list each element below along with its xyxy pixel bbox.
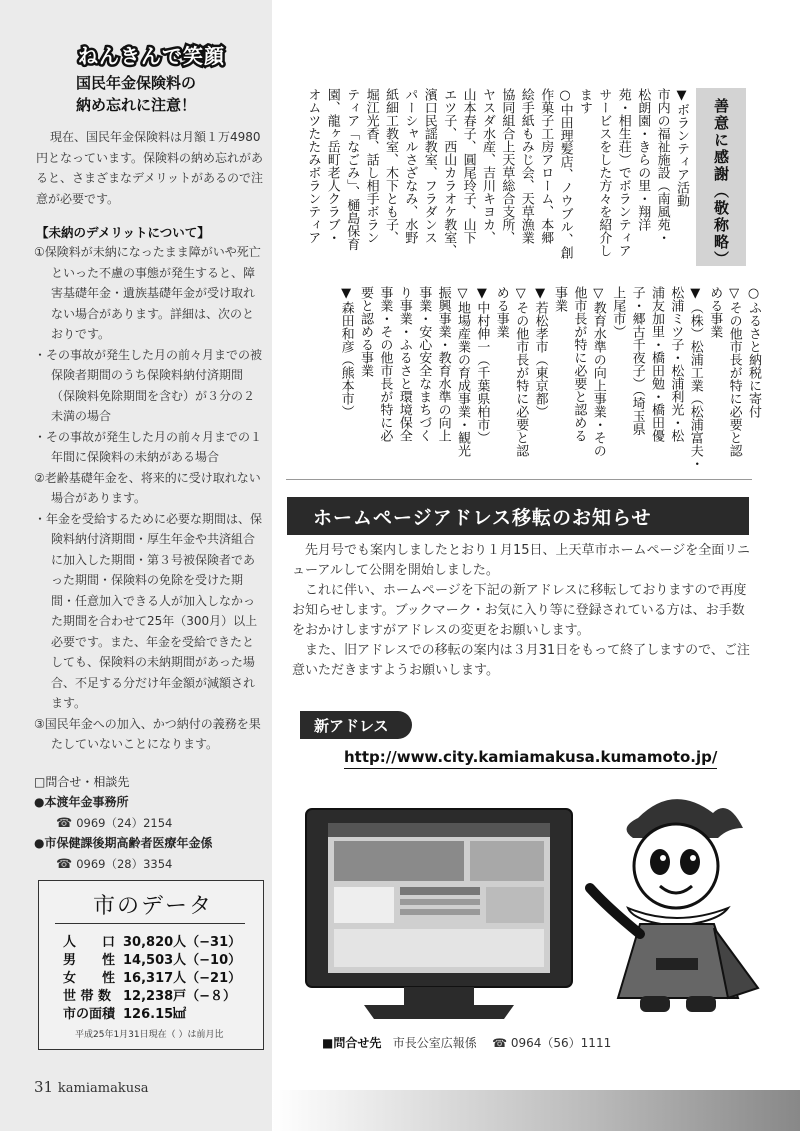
list-item: ①保険料が未納になったまま障がいや死亡といった不慮の事態が発生すると、障害基礎年金・遺族基礎年金が受け取れない場合があります。詳細は、次のとおりです。: [34, 245, 261, 341]
inquiry-line: [322, 1034, 611, 1051]
thanks-column: ▼中村伸一（千葉県柏市）: [474, 286, 490, 444]
thanks-column: 松浦ミツ子・松浦利光・松: [668, 286, 684, 442]
data-row: 男 性 14,503人（−10）: [63, 953, 242, 968]
section-banner: ねんきんで笑顔: [78, 44, 225, 68]
inquiry-phone: 0964（56）1111: [510, 1036, 612, 1050]
thanks-column: ▽地場産業の育成事業・観光: [455, 286, 470, 457]
thanks-column: める事業: [707, 286, 723, 338]
contact-heading: □問合せ・相談先: [34, 775, 130, 789]
thanks-column: 事業・安心安全なまちづく: [416, 286, 432, 442]
list-item: ・その事故が発生した月の前々月までの１年間に保険料の未納がある場合: [34, 429, 263, 464]
thanks-column: 事業・その他市長が特に必: [377, 286, 393, 442]
thanks-column: ▼ボランティア活動: [674, 88, 689, 207]
list-item: ②老齢基礎年金を、将来的に受け取れない場合があります。: [34, 470, 261, 505]
data-row: 女 性 16,317人（−21）: [63, 971, 242, 986]
thanks-column: ▼若松孝市（東京都）: [532, 286, 548, 418]
thanks-column: ▽その他市長が特に必要と認: [513, 286, 529, 457]
thanks-column: 事業: [552, 286, 567, 312]
paragraph: 先月号でも案内しましたとおり１月15日、上天草市ホームページを全面リニューアルして公開を開始しました。: [292, 543, 751, 578]
mascot-illustration: [578, 788, 768, 1018]
data-note: 平成25年1月31日現在（ ）は前月比: [75, 1030, 224, 1040]
thanks-column: サービスをした方々を紹介し: [596, 88, 612, 257]
thanks-column: 絵手紙もみじ会、天草漁業: [518, 88, 534, 244]
thanks-column: 山本春子、圓尾玲子、山下: [460, 88, 476, 244]
contact-office-1: ●本渡年金事務所: [34, 795, 129, 809]
divider: [55, 923, 245, 924]
thanks-column: 堀江光香、話し相手ボラン: [363, 88, 379, 244]
contact-phone-1: ☎ 0969（24）2154: [56, 816, 173, 831]
inquiry-label: ■問合せ先: [322, 1036, 382, 1050]
thanks-column: 振興事業・教育水準の向上: [435, 286, 451, 442]
left-column: [0, 0, 272, 1131]
thanks-column: める事業: [493, 286, 509, 338]
thanks-column: ○ふるさと納税に寄付: [746, 286, 761, 418]
thanks-title: 善意に感謝（敬称略）: [712, 98, 730, 268]
footer-gradient: [272, 1090, 800, 1131]
thanks-column: 紙細工教室、木下とも子、: [383, 88, 398, 244]
thanks-column: パーシャルさざなみ、水野: [402, 88, 418, 244]
thanks-column: 松朗園・きらの里・翔洋: [635, 88, 651, 231]
new-address-label: 新アドレス: [300, 711, 412, 739]
thanks-column: 浦友加里・橋田勉・橋田優: [649, 286, 664, 442]
phone-icon: ☎: [56, 857, 73, 872]
monitor-illustration: [304, 807, 574, 1022]
demerit-subheading: 【未納のデメリットについて】: [36, 225, 210, 240]
thanks-column: ▼森田和彦（熊本市）: [338, 286, 354, 418]
city-data-box: [38, 880, 264, 1050]
phone-icon: ☎: [492, 1036, 508, 1050]
thanks-column: り事業・ふるさと環境保全: [396, 286, 412, 442]
announcement-header: [287, 497, 749, 535]
data-row: 人 口 30,820人（−31）: [63, 935, 242, 950]
thanks-column: 子・郷古千夜子）（埼玉県: [629, 286, 645, 436]
thanks-column: 苑・相生荘）でボランティア: [615, 88, 631, 257]
thanks-column: 濱口民謡教室、フラダンス: [421, 88, 437, 244]
paragraph: これに伴い、ホームページを下記の新アドレスに移転しておりますので再度お知らせします。ブックマーク・お気に入り等に登録されている方は、お手数をおかけしますがアドレスの変更をお願いします。: [292, 583, 747, 638]
list-item: ③国民年金への加入、かつ納付の義務を果たしていないことになります。: [34, 716, 261, 751]
demerit-list: [34, 242, 266, 755]
thanks-column: ▽その他市長が特に必要と認: [726, 286, 742, 457]
phone-icon: ☎: [56, 816, 73, 831]
thanks-column: ヤスダ水産、吉川キヨカ、: [480, 88, 495, 244]
new-address-link[interactable]: http://www.city.kamiamakusa.kumamoto.jp/: [344, 748, 717, 769]
page-number: 31 kamiamakusa: [34, 1078, 149, 1096]
data-row: 市の面積 126.15㎢: [63, 1007, 187, 1022]
list-item: ・年金を受給するために必要な期間は、保険料納付済期間・厚生年金や共済組合に加入した期間・第３号被保険者であった期間・保険料の免除を受けた期間・任意加入できる人が加入しなかった期間を合わせて25年（300月）以上必要です。また、年金を受給できたとしても、保険料の未納期間があった場合、不足する分だけ年金額が減額されます。: [34, 511, 263, 710]
thanks-column: 他市長が特に必要と認める: [571, 286, 587, 442]
thanks-column: ▽教育水準の向上事業・その: [590, 286, 606, 457]
thanks-column: オムツたたみボランティア: [305, 88, 321, 244]
thanks-column: ▼（株）松浦工業（松浦富夫・: [687, 286, 703, 470]
divider: [286, 479, 752, 480]
paragraph: また、旧アドレスでの移転の案内は３月31日をもって終了しますので、ご注意いただきますようお願いします。: [292, 643, 750, 678]
article-intro: 現在、国民年金保険料は月額１万4980円となっています。保険料の納め忘れがあると、さまざまなデメリットがあるので注意が必要です。: [36, 130, 264, 206]
thanks-column: エツ子、西山カラオケ教室、: [441, 88, 457, 257]
thanks-column: 協同組合上天草総合支所、: [499, 88, 515, 244]
inquiry-dept: 市長公室広報係: [392, 1036, 477, 1050]
data-row: 世 帯 数 12,238戸（−８）: [63, 989, 237, 1004]
article-title-line2: 納め忘れに注意！: [75, 96, 196, 114]
thanks-column: ます: [577, 88, 592, 114]
article-title-line1: 国民年金保険料の: [75, 74, 196, 92]
thanks-column: ○中田理髪店、ノウブル、創: [557, 88, 573, 259]
thanks-column: 上尾市）: [610, 286, 626, 338]
announcement-title: ホームページアドレス移転のお知らせ: [313, 507, 652, 529]
contact-phone-2: ☎ 0969（28）3354: [56, 857, 173, 872]
thanks-column: ティア「なごみ」、樋島保育: [344, 88, 360, 251]
thanks-column: 要と認める事業: [358, 286, 373, 377]
thanks-column: 園、龍ヶ岳町老人クラブ・: [324, 88, 340, 244]
thanks-column: 作菓子工房アローム、本郷: [538, 88, 554, 244]
list-item: ・その事故が発生した月の前々月までの被保険者期間のうち保険料納付済期間（保険料免除期間を含む）が３分の２未満の場合: [34, 347, 263, 423]
city-data-title: 市のデータ: [93, 894, 214, 919]
announcement-body: [292, 541, 752, 681]
thanks-column: 市内の福祉施設（南風苑・: [654, 88, 670, 244]
contact-office-2: ●市保健課後期高齢者医療年金係: [34, 836, 213, 850]
